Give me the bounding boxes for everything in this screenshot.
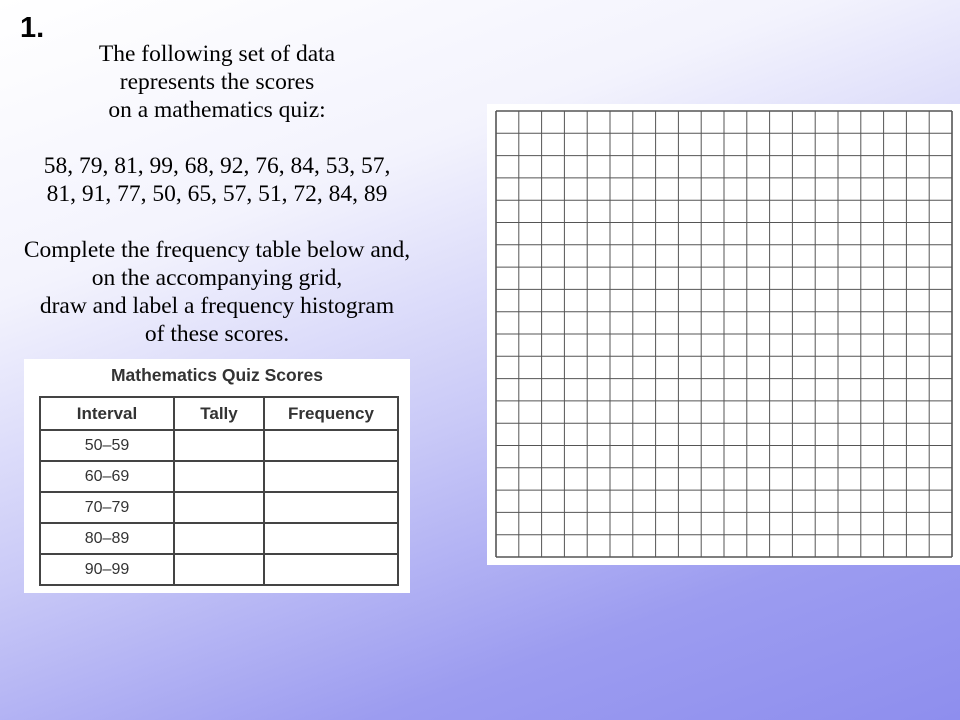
spacer	[10, 124, 424, 152]
data-line: 81, 91, 77, 50, 65, 57, 51, 72, 84, 89	[46, 181, 388, 207]
prompt-line: on a mathematics quiz:	[108, 97, 326, 123]
interval-cell: 50–59	[40, 430, 174, 461]
slide-number: 1.	[20, 12, 45, 44]
tally-cell[interactable]	[174, 461, 264, 492]
table-row	[40, 523, 398, 554]
instruction-line: on the accompanying grid,	[91, 265, 343, 291]
tally-cell[interactable]	[174, 554, 264, 585]
instruction-line: Complete the frequency table below and,	[23, 237, 411, 263]
header-interval: Interval	[40, 397, 174, 430]
interval-cell: 70–79	[40, 492, 174, 523]
instruction-line: draw and label a frequency histogram	[39, 293, 395, 319]
frequency-cell[interactable]	[264, 430, 398, 461]
interval-cell: 90–99	[40, 554, 174, 585]
tally-cell[interactable]	[174, 523, 264, 554]
histogram-grid[interactable]	[487, 104, 960, 565]
header-frequency: Frequency	[264, 397, 398, 430]
tally-cell[interactable]	[174, 492, 264, 523]
table-row	[40, 430, 398, 461]
table-row	[40, 461, 398, 492]
interval-cell: 80–89	[40, 523, 174, 554]
table-title: Mathematics Quiz Scores	[110, 365, 324, 385]
data-line: 58, 79, 81, 99, 68, 92, 76, 84, 53, 57,	[43, 153, 391, 179]
interval-cell: 60–69	[40, 461, 174, 492]
table-header-row	[40, 397, 398, 430]
prompt-line: represents the scores	[119, 69, 315, 95]
header-tally: Tally	[174, 397, 264, 430]
spacer	[10, 208, 424, 236]
instruction-line: of these scores.	[144, 321, 290, 347]
histogram-grid-card	[487, 104, 960, 565]
frequency-table-card	[24, 359, 410, 593]
frequency-cell[interactable]	[264, 492, 398, 523]
frequency-table	[39, 396, 399, 586]
table-row	[40, 492, 398, 523]
prompt-line: The following set of data	[98, 41, 336, 67]
table-row	[40, 554, 398, 585]
problem-statement	[10, 40, 424, 348]
tally-cell[interactable]	[174, 430, 264, 461]
frequency-cell[interactable]	[264, 461, 398, 492]
frequency-cell[interactable]	[264, 554, 398, 585]
frequency-cell[interactable]	[264, 523, 398, 554]
